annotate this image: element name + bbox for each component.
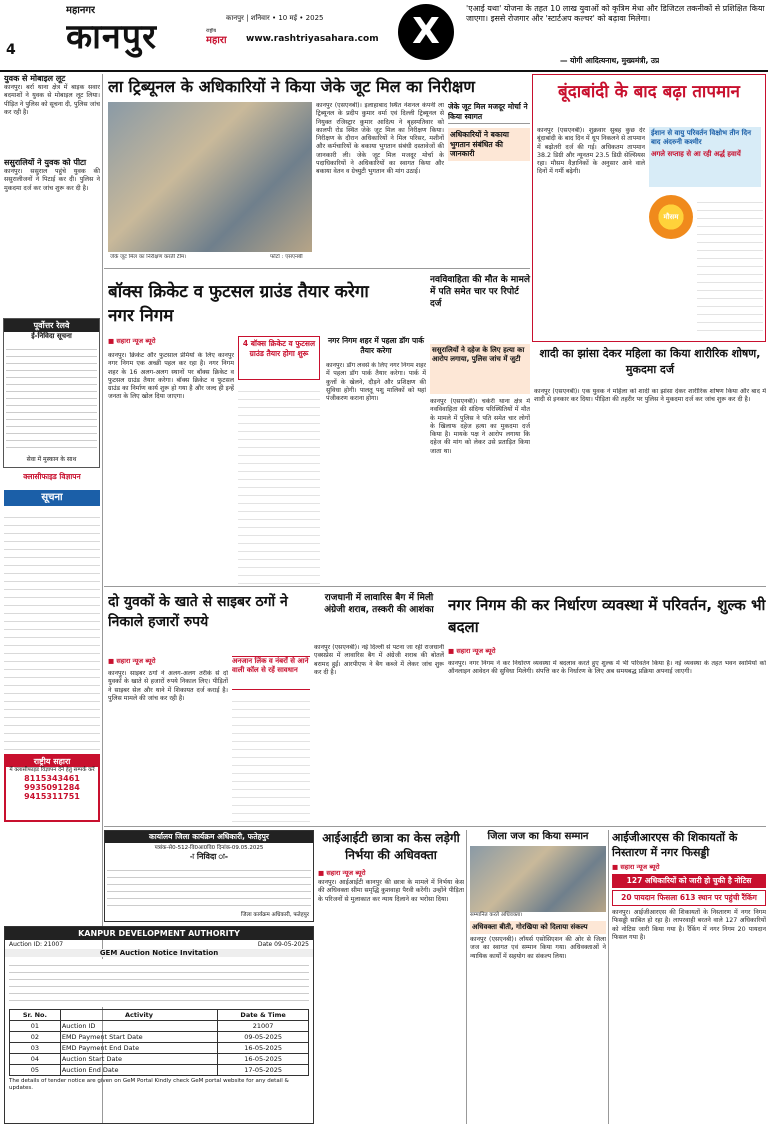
table-cell: EMD Payment End Date [60, 1043, 217, 1054]
masthead-divider [0, 70, 768, 72]
column-header: Date & Time [218, 1010, 309, 1021]
district-article [466, 830, 606, 1124]
tax-text: कानपुर। नगर निगम ने कर निर्धारण व्यवस्था में बदलाव करते हुए शुल्क में भी परिवर्तन किया है। नई व्यवस्था के तहत भवन स्वामियों को ऑनलाइन आवेदन की सुविधा मिलेगी। संपत्ति कर के निर्धारण के लिए अब समयबद्ध प्रक्रिया अपनाई जाएगी। [448, 660, 766, 676]
dowry-text: कानपुर (एसएनबी)। चकेरी थाना क्षेत्र में नवविवाहिता की संदिग्ध परिस्थितियों में मौत के मामले में पुलिस ने पति समेत चार लोगों के खिलाफ दहेज हत्या का मुकदमा दर्ज किया है। मायके पक्ष ने आरोप लगाया कि दहेज की मांग को लेकर उसे प्रताड़ित किया जाता था। [430, 398, 530, 455]
phone-3[interactable]: 9415311751 [24, 792, 80, 801]
table-cell: 09-05-2025 [218, 1032, 309, 1043]
sidebar-quote: अधिकारियों ने बकाया भुगतान संबंधित की जानकारी [448, 128, 530, 161]
kda-notice [4, 926, 314, 1124]
section-divider [104, 268, 530, 269]
brief-title: युवक से मोबाइल लूट [4, 74, 66, 83]
igrs-article-byline: ■ सहारा न्यूज ब्यूरो [612, 863, 660, 871]
lead-text: कानपुर (एसएनबी)। इलाहाबाद स्थित नेशनल कंपनी ला ट्रिब्यूनल के प्रदीप कुमार वर्मा एवं दिल्ली ट्रिब्यूनल से नियुक्त रजिस्ट्रार कुमार आदित्य ने बृहस्पतिवार को कालपी रोड स्थित जेके जूट मिल का निरीक्षण किया। निरीक्षण के दौरान अधिकारियों ने मिल परिसर, मशीनों और कर्मचारियों के बकाया भुगतान संबंधी दस्तावेजों की जानकारी ली। जेके जूट मिल मजदूर मोर्चा के पदाधिकारियों ने अधिकारियों का स्वागत किया और बकाया वेतन व ग्रेच्युटी भुगतान की मांग उठाई। [316, 102, 444, 176]
marriage-text: कानपुर (एसएनबी)। एक युवक ने महिला को शादी का झांसा देकर शारीरिक शोषण किया और बाद में शादी से इनकार कर दिया। पीड़िता की तहरीर पर पुलिस ने मुकदमा दर्ज कर जांच शुरू कर दी है। [534, 388, 766, 404]
tax-headline: नगर निगम की कर निर्धारण व्यवस्था में परिवर्तन, शुल्क भी बदला [448, 596, 766, 636]
dog-park-text: कानपुर। डॉग लवर्स के लिए नगर निगम शहर में पहला डॉग पार्क तैयार करेगा। पार्क में कुत्तों के खेलने, दौड़ने और प्रशिक्षण की सुविधा होगी। पालतू पशु मालिकों को यहां पंजीकरण कराना होगा। [326, 362, 426, 403]
rajdhani-text: कानपुर (एसएनबी)। नई दिल्ली से पटना जा रही राजधानी एक्सप्रेस में लावारिस बैग में अंग्रेजी शराब की बोतलें बरामद हुईं। आरपीएफ ने बैग कब्जे में लेकर जांच शुरू कर दी है। [314, 644, 444, 676]
rain-deck-1: ईशान से वायु परिवर्तन विक्षोभ तीन दिन बाद अंदरुनी कश्मीर [651, 129, 751, 146]
cyber-byline: ■ सहारा न्यूज ब्यूरो [108, 657, 156, 665]
iit-article-headline: आईआईटी छात्रा का केस लड़ेगी निर्भया की अधिवक्ता [322, 831, 460, 862]
lead-photo-credit: फोटो : एसएनबी [270, 254, 303, 260]
table-cell: EMD Payment Start Date [60, 1032, 217, 1043]
district-photo-caption: सम्मानित करते अधिवक्ता। [470, 912, 523, 918]
district-sub: अधिवक्ता बीती, गोरखिया को दिलाया संकल्प [470, 921, 606, 934]
date-line: कानपुर | शनिवार • 10 मई • 2025 [226, 14, 324, 22]
notice-title: -ः निविदा ः- [189, 852, 229, 861]
district-notice [104, 830, 314, 922]
cyber-pull: अनजान लिंक व नंबरों से आने वाली कॉल से रहें सावधान [232, 656, 310, 690]
cyber-text-2 [232, 694, 310, 824]
notice-body [107, 864, 311, 908]
table-cell: 02 [10, 1032, 61, 1043]
tender-footer: सेवा में मुस्कान के साथ [26, 456, 77, 463]
contact-sub: में क्लासीफाइड विज्ञापन देने हेतु सम्पर्क करें [9, 767, 95, 773]
table-cell: 03 [10, 1043, 61, 1054]
brand-prefix: राष्ट्रीय [206, 28, 217, 34]
tender-header: पूर्वोत्तर रेलवे [4, 319, 99, 332]
dowry-pull: ससुरालियों ने दहेज के लिए हत्या का आरोप लगाया, पुलिस जांच में जुटी [430, 344, 530, 394]
contact-title: राष्ट्रीय सहारा [6, 756, 98, 767]
left-brief-1 [4, 74, 100, 154]
table-cell: 16-05-2025 [218, 1054, 309, 1065]
box-cricket-text-2 [238, 384, 320, 584]
rain-deck [649, 127, 761, 187]
rajdhani-headline: राजधानी में लावारिस बैग में मिली अंग्रेजी शराब, तस्करी की आशंका [324, 593, 434, 615]
box-cricket-text: कानपुर। क्रिकेट और फुटसाल प्रेमियों के लिए कानपुर नगर निगम एक अच्छी पहल कर रहा है। नगर निगम शहर के 16 अलग-अलग स्थानों पर बॉक्स क्रिकेट व फुटसल ग्राउंड तैयार करेगा। बॉक्स क्रिकेट व फुटसल ग्राउंड का निर्माण कार्य शुरू हो गया है और जल्द ही इन्हें जनता के लिए खोल दिया जाएगा। [108, 352, 234, 401]
railway-tender [3, 318, 100, 468]
section-divider [104, 586, 766, 587]
phone-2[interactable]: 9935091284 [24, 783, 80, 792]
table-cell: 16-05-2025 [218, 1043, 309, 1054]
section-divider [104, 826, 766, 827]
table-row [10, 1021, 309, 1032]
table-cell: Auction ID [60, 1021, 217, 1032]
column-header: Activity [60, 1010, 217, 1021]
table-cell: 17-05-2025 [218, 1065, 309, 1076]
dowry-headline: नवविवाहिता की मौत के मामले में पति समेत चार पर रिपोर्ट दर्ज [430, 275, 530, 309]
iit-article [318, 830, 464, 1124]
dog-park-headline: नगर निगम शहर में पहला डॉग पार्क तैयार करेगा [328, 336, 424, 355]
classified-header: सूचना [4, 490, 100, 506]
page-number: 4 [6, 42, 16, 58]
rain-headline: बूंदाबांदी के बाद बढ़ा तापमान [558, 82, 740, 102]
masthead [0, 0, 768, 72]
table-cell: Auction End Date [60, 1065, 217, 1076]
sidebar-title: जेके जूट मिल मजदूर मोर्चा ने किया स्वागत [448, 102, 530, 124]
left-brief-2 [4, 158, 100, 314]
phone-1[interactable]: 8115343461 [24, 774, 80, 783]
igrs-article-headline: आईजीआरएस की शिकायतों के निस्तारण में नगर फिसड्डी [612, 831, 738, 859]
rain-text-2 [697, 195, 763, 335]
table-row [10, 1043, 309, 1054]
kda-header: KANPUR DEVELOPMENT AUTHORITY [5, 927, 313, 940]
notice-ref: पत्रांक-से0-512-वि0आ0वि0 दिनांक-09.05.2025 [154, 845, 264, 851]
igrs-pull-2: 20 पायदान फिसला 613 स्थान पर पहुंची रैंकिंग [612, 890, 766, 906]
rain-text: कानपुर (एसएनबी)। शुक्रवार सुबह कुछ देर बूंदाबांदी के बाद दिन में धूप निकलने से तापमान में बढ़ोतरी दर्ज की गई। अधिकतम तापमान 38.2 डिग्री और न्यूनतम 23.5 डिग्री सेल्सियस रहा। मौसम वैज्ञानिकों के अनुसार आने वाले दिनों में गर्मी बढ़ेगी। [537, 127, 645, 176]
kda-subheader: GEM Auction Notice Invitation [5, 949, 313, 957]
kda-footer: The details of tender notice are given on GeM Portal Kindly check GeM portal website for any detail & updates. [9, 1078, 289, 1091]
marriage-headline: शादी का झांसा देकर महिला का किया शारीरिक शोषण, मुकदमा दर्ज [539, 347, 761, 376]
igrs-text: कानपुर। आईजीआरएस की शिकायतों के निस्तारण में नगर निगम फिसड्डी साबित हो रहा है। लापरवाही बरतने वाले 127 अधिकारियों को नोटिस जारी किया गया है। रैंकिंग में नगर निगम 20 पायदान फिसल गया है। [612, 909, 766, 941]
brief-text: कानपुर। ससुराल पहुंचे युवक की ससुरालीजनों ने पिटाई कर दी। पुलिस ने मुकदमा दर्ज कर जांच शुरू कर दी है। [4, 168, 100, 192]
kda-auction-id: Auction ID: 21007 [9, 941, 64, 948]
box-cricket-byline: ■ सहारा न्यूज ब्यूरो [108, 337, 156, 345]
rain-deck-2: अगले सप्ताह से आ रही अर्द्ध हवायें [651, 150, 741, 158]
lead-sidebar [448, 102, 530, 222]
iit-article-text: कानपुर। आईआईटी कानपुर की छात्रा के मामले में निर्भया केस की अधिवक्ता सीमा समृद्धि कुशवाहा पैरवी करेंगी। उन्होंने पीड़िता के परिजनों से मुलाकात कर न्याय दिलाने का भरोसा दिया। [318, 879, 464, 903]
weather-logo [649, 195, 693, 239]
website-link[interactable]: www.rashtriyasahara.com [246, 34, 379, 44]
brief-title: ससुरालियों ने युवक को पीटा [4, 158, 87, 167]
district-article-headline: जिला जज का किया सम्मान [487, 831, 589, 842]
byline-text: सहारा न्यूज ब्यूरो [116, 657, 156, 665]
x-logo-icon: X [398, 4, 454, 60]
classified-logo [4, 472, 100, 490]
byline-text: सहारा न्यूज ब्यूरो [326, 869, 366, 877]
quote-text: 'एआई यथा' योजना के तहत 10 लाख युवाओं को कृत्रिम मेधा और डिजिटल तकनीकों से प्रशिक्षित किया जाएगा। इससे रोजगार और 'स्टार्टअप कल्चर' को बढ़ावा मिलेगा। [466, 4, 765, 23]
igrs-article [608, 830, 766, 1124]
table-cell: 05 [10, 1065, 61, 1076]
brand-logo: महारा [206, 35, 227, 46]
lead-photo [108, 102, 312, 252]
byline-text: सहारा न्यूज ब्यूरो [620, 863, 660, 871]
table-cell: Auction Start Date [60, 1054, 217, 1065]
kda-table [9, 1009, 309, 1076]
table-row [10, 1065, 309, 1076]
district-text: कानपुर (एसएनबी)। लॉयर्स एसोसिएशन की ओर से जिला जज का स्वागत एवं सम्मान किया गया। अधिवक्ताओं ने न्यायिक कार्यों में सहयोग का संकल्प लिया। [470, 936, 606, 960]
notice-header: कार्यालय जिला कार्यक्रम अधिकारी, फतेहपुर [105, 831, 313, 843]
table-cell: 04 [10, 1054, 61, 1065]
brief-text: कानपुर। बर्रा थाना क्षेत्र में बाइक सवार बदमाशों ने युवक से मोबाइल लूट लिया। पीड़ित ने पुलिस को सूचना दी, पुलिस जांच कर रही है। [4, 84, 100, 116]
column-header: Sr. No. [10, 1010, 61, 1021]
table-cell: 01 [10, 1021, 61, 1032]
box-cricket-pull: 4 बॉक्स क्रिकेट व फुटसल ग्राउंड तैयार होगा शुरू [238, 336, 320, 380]
kda-date: Date 09-05-2025 [257, 941, 309, 948]
classified-label: क्लासीफाइड विज्ञापन [23, 472, 81, 481]
cyber-headline: दो युवकों के खाते से साइबर ठगों ने निकाले हजारों रुपये [108, 594, 288, 630]
box-cricket-headline: बॉक्स क्रिकेट व फुटसल ग्राउंड तैयार करेगा नगर निगम [108, 282, 369, 326]
iit-article-byline: ■ सहारा न्यूज ब्यूरो [318, 869, 366, 877]
edition-name: कानपुर [66, 17, 158, 57]
tax-byline: ■ सहारा न्यूज ब्यूरो [448, 647, 496, 655]
byline-text: सहारा न्यूज ब्यूरो [116, 337, 156, 345]
cyber-text: कानपुर। साइबर ठगों ने अलग-अलग तरीके से दो युवकों के खाते से हजारों रुपये निकाल लिए। पीड़ितों ने साइबर सेल और थाने में शिकायत दर्ज कराई है। पुलिस मामले की जांच कर रही है। [108, 670, 228, 702]
kda-meta [5, 940, 313, 949]
tender-sub: ई-निविदा सूचना [31, 332, 72, 340]
tender-body [6, 343, 97, 453]
district-photo [470, 846, 606, 912]
classified-ads [4, 510, 100, 750]
lead-headline: ला ट्रिब्यूनल के अधिकारियों ने किया जेके जूट मिल का निरीक्षण [108, 77, 475, 96]
table-header-row [10, 1010, 309, 1021]
table-row [10, 1054, 309, 1065]
sahara-contact-box [4, 754, 100, 822]
lead-photo-caption: जेके जूट मिल का निरीक्षण करती टीम। [110, 254, 187, 260]
kda-body [9, 959, 309, 1007]
rain-box [532, 74, 766, 342]
edition-small: महानगर [66, 5, 96, 16]
notice-footer: जिला कार्यक्रम अधिकारी, फतेहपुर [240, 912, 309, 918]
table-cell: 21007 [218, 1021, 309, 1032]
byline-text: सहारा न्यूज ब्यूरो [456, 647, 496, 655]
table-row [10, 1032, 309, 1043]
weather-logo-label: मौसम [663, 213, 679, 221]
igrs-pull-1: 127 अधिकारियों को जारी हो चुकी है नोटिस [612, 874, 766, 888]
quote-author: — योगी आदित्यनाथ, मुख्यमंत्री, उप्र [560, 56, 660, 65]
